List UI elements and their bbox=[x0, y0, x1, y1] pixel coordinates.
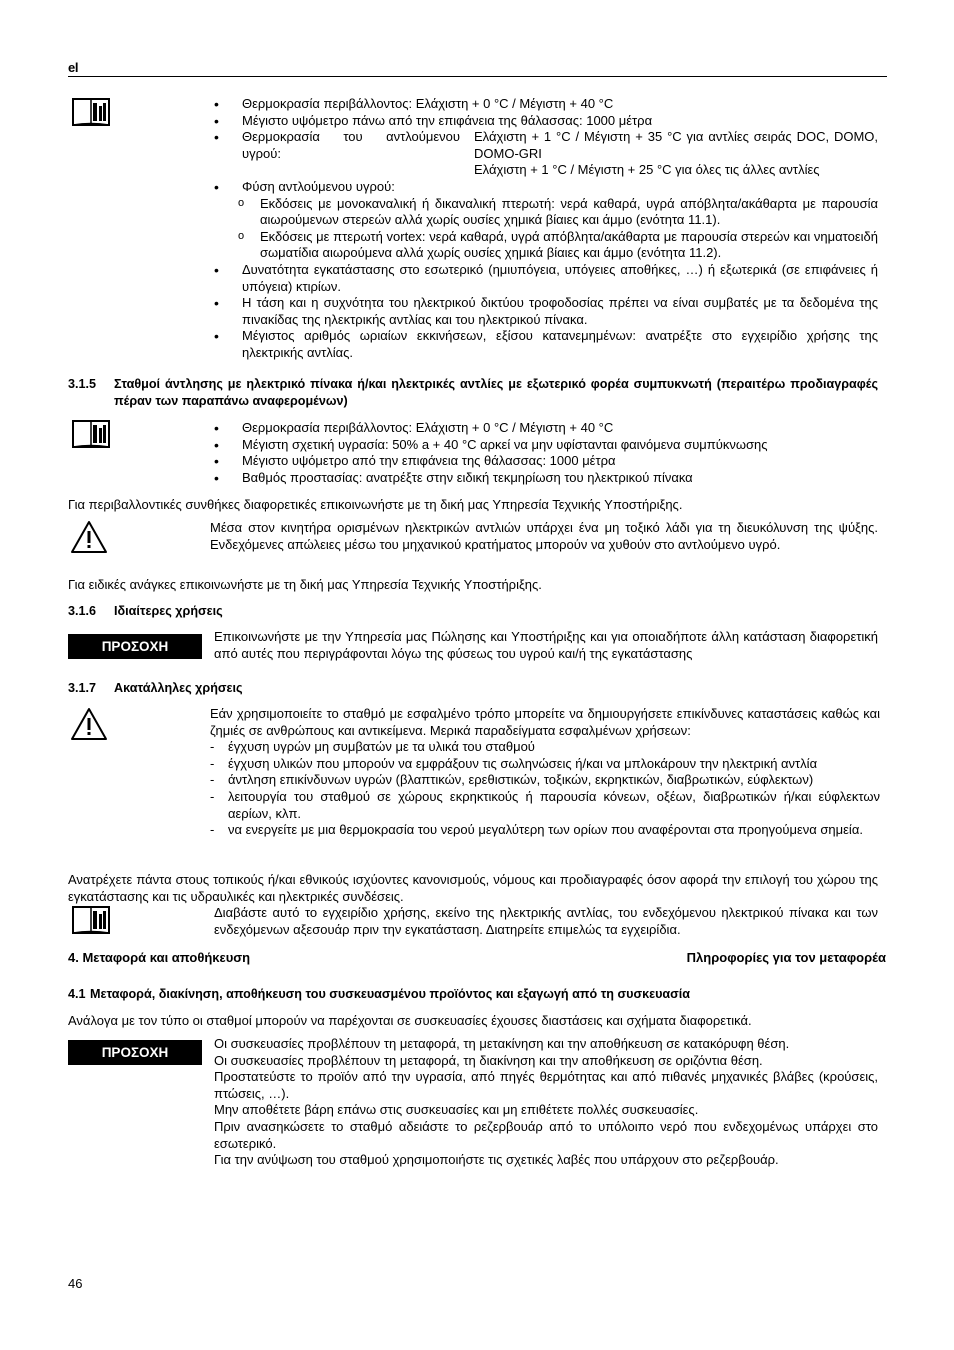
section-title: Ακατάλληλες χρήσεις bbox=[114, 681, 243, 695]
note-line: Προστατεύστε το προϊόν από την υγρασία, από πηγές θερμότητας και από πιθανές μηχανικές βλάβες (κρούσεις, πτώσεις, …). bbox=[214, 1069, 878, 1101]
list-item: - άντληση επικίνδυνων υγρών (βλαπτικών, ερεθιστικών, τοξικών, εκρηκτικών, διαβρωτικών, εύφλεκτων) bbox=[210, 772, 880, 789]
list-item: - έγχυση υλικών που μπορούν να εμφράξουν τις σωληνώσεις ή/και να μπλοκάρουν την ηλεκτρική αντλία bbox=[210, 756, 880, 773]
panel-conditions bbox=[214, 420, 878, 486]
note-line: Για την ανύψωση του σταθμού χρησιμοποιήστε τις σχετικές λαβές που υπάρχουν στο ρεζερβουάρ. bbox=[214, 1152, 779, 1168]
list-item: • Βαθμός προστασίας: ανατρέξτε στην ειδική τεκμηρίωση του ηλεκτρικού πίνακα bbox=[214, 470, 878, 487]
caution-badge: ΠΡΟΣΟΧΗ bbox=[68, 634, 202, 659]
section-number: 4.1 bbox=[68, 987, 86, 1001]
chapter-title: 4. Μεταφορά και αποθήκευση bbox=[68, 950, 251, 965]
read-manual-icon bbox=[72, 906, 110, 936]
note-line: Οι συσκευασίες προβλέπουν τη μεταφορά, τη μετακίνηση και την αποθήκευση σε κατακόρυφη θέση. bbox=[214, 1036, 790, 1051]
section-title: Σταθμοί άντλησης με ηλεκτρικό πίνακα ή/και ηλεκτρικές αντλίες με εξωτερικό φορέα συμπυκνωτή (περαιτέρω προδιαγραφές πέραν των παραπάνω αναφερομένων) bbox=[114, 377, 878, 408]
section-heading-3-1-6 bbox=[68, 603, 223, 620]
section-heading-3-1-5 bbox=[68, 376, 878, 409]
paragraph: Για ειδικές ανάγκες επικοινωνήστε με τη δική μας Υπηρεσία Τεχνικής Υποστήριξης. bbox=[68, 577, 542, 592]
section-heading-3-1-7 bbox=[68, 680, 243, 697]
list-item: • Θερμοκρασία περιβάλλοντος: Ελάχιστη + 0 °C / Μέγιστη + 40 °C bbox=[214, 96, 878, 113]
paragraph: Ανάλογα με τον τύπο οι σταθμοί μπορούν να παρέχονται σε συσκευασίες έχουσες διαστάσεις και σχήματα διαφορετικά. bbox=[68, 1013, 752, 1028]
improper-uses bbox=[210, 706, 880, 839]
list-item: • Μέγιστο υψόμετρο πάνω από την επιφάνεια της θάλασσας: 1000 μέτρα bbox=[214, 113, 878, 130]
read-manual-icon bbox=[72, 420, 110, 450]
list-item: • Μέγιστο υψόμετρο από την επιφάνεια της θάλασσας: 1000 μέτρα bbox=[214, 453, 878, 470]
fluid-temp-value: Ελάχιστη + 1 °C / Μέγιστη + 35 °C για αντλίες σειράς DOC, DOMO, DOMO-GRI bbox=[474, 129, 878, 161]
note-line: Μην αποθέτετε βάρη επάνω στις συσκευασίες και μη επιθέτετε πολλές συσκευασίες. bbox=[214, 1102, 699, 1118]
warning-icon bbox=[70, 520, 108, 559]
fluid-nature-label: • Φύση αντλούμενου υγρού: bbox=[242, 178, 395, 194]
sub-list-item: o Εκδόσεις με μονοκαναλική ή δικαναλική πτερωτή: νερά καθαρά, υγρά απόβλητα/ακάθαρτα με παρουσία αιωρούμενων στερεών αλλά χωρίς ουσίες χημικά βίαιες και άμμο (ενότητα 11.1). bbox=[236, 196, 878, 229]
paragraph: Για περιβαλλοντικές συνθήκες διαφορετικές επικοινωνήστε με τη δική μας Υπηρεσία Τεχνικής Υποστήριξης. bbox=[68, 497, 683, 512]
list-item: • Η τάση και η συχνότητα του ηλεκτρικού δικτύου τροφοδοσίας πρέπει να είναι συμβατές με τα δεδομένα της πινακίδας της ηλεκτρικής αντλίας και του ηλεκτρικού πίνακα. bbox=[214, 295, 878, 328]
section-number: 3.1.7 bbox=[68, 681, 97, 695]
list-item bbox=[214, 129, 878, 179]
list-item: • Μέγιστη σχετική υγρασία: 50% a + 40 °C αρκεί να μην υφίστανται φαινόμενα συμπύκνωσης bbox=[214, 437, 878, 454]
note-line: Πριν ανασηκώσετε το σταθμό αδειάστε το ρεζερβουάρ από το υπόλοιπο νερό που ενδεχομένως υπάρχει στο εσωτερικό. bbox=[214, 1118, 878, 1151]
transport-notes bbox=[214, 1036, 878, 1169]
note-line: Οι συσκευασίες προβλέπουν τη μεταφορά, τη διακίνηση και την αποθήκευση σε οριζόντια θέση. bbox=[214, 1052, 763, 1068]
list-item: - έγχυση υγρών μη συμβατών με τα υλικά του σταθμού bbox=[210, 739, 880, 756]
page-number: 46 bbox=[68, 1276, 83, 1291]
list-item: • Θερμοκρασία περιβάλλοντος: Ελάχιστη + 0 °C / Μέγιστη + 40 °C bbox=[214, 420, 878, 437]
list-item: • Δυνατότητα εγκατάστασης στο εσωτερικό (ημιυπόγεια, υπόγειες αποθήκες, …) ή εξωτερικά (σε επιφάνειες ή υπόγεια) κτιρίων. bbox=[214, 262, 878, 295]
list-item bbox=[214, 179, 878, 262]
warning-text: Μέσα στον κινητήρα ορισμένων ηλεκτρικών αντλιών υπάρχει ένα μη τοξικό λάδι για τη διευκόλυνση της ψύξης. Ενδεχόμενες απώλειες μέσω του μηχανικού κρατήματος μπορούν να χυθούν στο αντλούμενο υγρό. bbox=[210, 520, 878, 552]
read-manual-icon bbox=[72, 98, 110, 128]
paragraph: Εάν χρησιμοποιείτε το σταθμό με εσφαλμένο τρόπο μπορείτε να δημιουργήσετε επικίνδυνες καταστάσεις καθώς και ζημιές σε ανθρώπους και αντικείμενα. Μερικά παραδείγματα εσφαλμένων χρήσεων: bbox=[210, 706, 880, 738]
header-rule bbox=[68, 76, 887, 77]
fluid-temp-value: Ελάχιστη + 1 °C / Μέγιστη + 25 °C για όλες τις άλλες αντλίες bbox=[474, 162, 820, 178]
language-code: el bbox=[68, 60, 79, 75]
paragraph: Ανατρέχετε πάντα στους τοπικούς ή/και εθνικούς ισχύοντες κανονισμούς, νόμους και προδιαγραφές όσον αφορά την επιλογή του χώρου της εγκατάστασης και τις υδραυλικές και ηλεκτρικές συνδέσεις. bbox=[68, 872, 878, 904]
caution-text: Επικοινωνήστε με την Υπηρεσία μας Πώλησης και Υποστήριξης και για οποιαδήποτε άλλη κατάσταση διαφορετική από αυτές που περιγράφονται λόγω της φύσεως του υγρού και/ή της εγκατάστασης bbox=[214, 629, 878, 661]
warning-icon bbox=[70, 707, 108, 746]
section-title: Ιδιαίτερες χρήσεις bbox=[114, 604, 223, 618]
list-item: • Μέγιστος αριθμός ωριαίων εκκινήσεων, εξίσου κατανεμημένων: ανατρέξτε στο εγχειρίδιο χρήσης της ηλεκτρικής αντλίας. bbox=[214, 328, 878, 361]
caution-badge: ΠΡΟΣΟΧΗ bbox=[68, 1040, 202, 1065]
sub-list-item: o Εκδόσεις με πτερωτή vortex: νερά καθαρά, υγρά απόβλητα/ακάθαρτα με παρουσία στερεών και νηματοειδή σωματίδια αιωρούμενα αλλά χωρίς ουσίες χημικά βίαιες και άμμο (ενότητα 11.2). bbox=[236, 229, 878, 262]
section-heading-4-1 bbox=[68, 986, 690, 1003]
chapter-audience: Πληροφορίες για τον μεταφορέα bbox=[686, 950, 886, 965]
section-number: 3.1.6 bbox=[68, 604, 97, 618]
read-manual-text: Διαβάστε αυτό το εγχειρίδιο χρήσης, εκείνο της ηλεκτρικής αντλίας, του ενδεχόμενου ηλεκτρικού πίνακα και των ενδεχόμενων αξεσουάρ πριν την εγκατάσταση. Διατηρείτε επιμελώς τα εγχειρίδια. bbox=[214, 905, 878, 937]
list-item: - να ενεργείτε με μια θερμοκρασία του νερού μεγαλύτερη των ορίων που αναφέρονται στα προηγούμενα σημεία. bbox=[210, 822, 880, 839]
list-item: - λειτουργία του σταθμού σε χώρους εκρηκτικούς ή παρουσία κόνεων, οξέων, διαβρωτικών ή/και εύφλεκτων αερίων, κλπ. bbox=[210, 789, 880, 822]
environment-conditions bbox=[214, 96, 878, 362]
fluid-temp-label: • Θερμοκρασία του αντλούμενου υγρού: bbox=[242, 129, 460, 161]
section-number: 3.1.5 bbox=[68, 377, 97, 391]
section-title: Μεταφορά, διακίνηση, αποθήκευση του συσκευασμένου προϊόντος και εξαγωγή από τη συσκευασία bbox=[90, 987, 690, 1001]
